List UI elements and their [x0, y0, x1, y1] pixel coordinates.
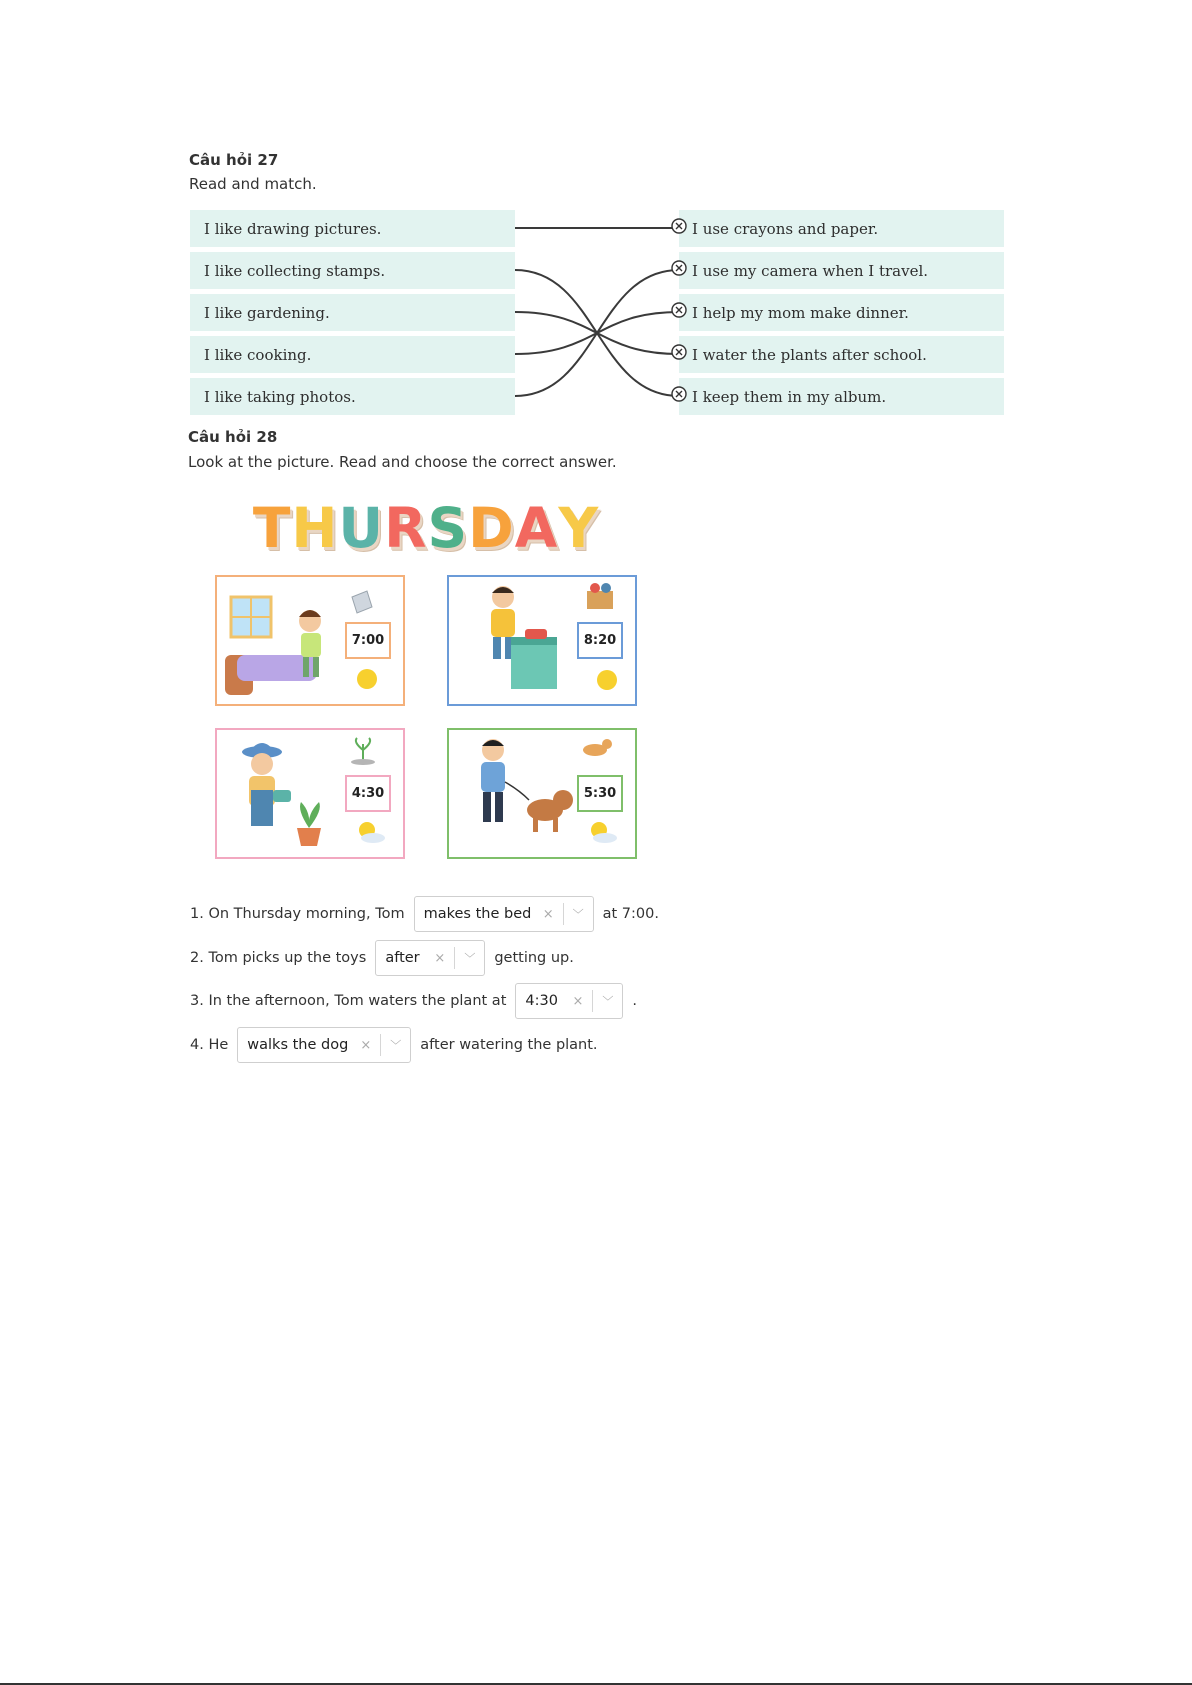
- match-right-label: I water the plants after school.: [692, 345, 927, 364]
- panel-walk-dog: [447, 728, 637, 859]
- remove-match-icon[interactable]: [672, 387, 686, 401]
- answer-select[interactable]: [414, 896, 594, 932]
- sentence-before: On Thursday morning, Tom: [208, 906, 405, 922]
- panel-water-plant: [215, 728, 405, 859]
- chevron-down-icon[interactable]: ﹀: [602, 995, 614, 1008]
- sentence-after: getting up.: [494, 950, 574, 966]
- remove-match-icon[interactable]: [672, 303, 686, 317]
- day-title-letter: S: [427, 496, 469, 560]
- sentence-3: [190, 983, 637, 1019]
- sentence-after: .: [632, 993, 637, 1009]
- time-label: 7:00: [345, 622, 391, 659]
- clear-icon[interactable]: ×: [572, 993, 584, 1009]
- sentence-before: He: [208, 1037, 229, 1053]
- match-line: [515, 270, 679, 396]
- match-left-label: I like collecting stamps.: [204, 261, 386, 280]
- panel-pick-toys: [447, 575, 637, 706]
- day-title-letter: H: [291, 496, 339, 560]
- sentence-after: after watering the plant.: [420, 1037, 598, 1053]
- answer-select[interactable]: [515, 983, 623, 1019]
- sentence-after: at 7:00.: [602, 906, 659, 922]
- sentence-number: 3.: [190, 993, 204, 1009]
- chevron-down-icon[interactable]: ﹀: [390, 1039, 402, 1052]
- time-label: 8:20: [577, 622, 623, 659]
- match-connections: [0, 0, 1192, 430]
- selected-value: 4:30: [525, 993, 558, 1009]
- q27-title: Câu hỏi 27: [189, 151, 279, 169]
- match-left-label: I like cooking.: [204, 345, 312, 364]
- sentence-before: Tom picks up the toys: [208, 950, 367, 966]
- match-left-label: I like gardening.: [204, 303, 330, 322]
- chevron-down-icon[interactable]: ﹀: [464, 952, 476, 965]
- match-right-label: I keep them in my album.: [692, 387, 887, 406]
- clear-icon[interactable]: ×: [434, 950, 446, 966]
- time-label: 4:30: [345, 775, 391, 812]
- sentence-2: [190, 940, 574, 976]
- q27-instruction: Read and match.: [189, 175, 317, 193]
- clear-icon[interactable]: ×: [360, 1037, 372, 1053]
- remove-match-icon[interactable]: [672, 345, 686, 359]
- selected-value: makes the bed: [423, 906, 532, 922]
- answer-select[interactable]: [375, 940, 485, 976]
- match-right-label: I help my mom make dinner.: [692, 303, 909, 322]
- answer-select[interactable]: [237, 1027, 411, 1063]
- match-right-label: I use my camera when I travel.: [692, 261, 929, 280]
- match-left-label: I like drawing pictures.: [204, 219, 382, 238]
- chevron-down-icon[interactable]: ﹀: [572, 908, 584, 921]
- day-title-letter: A: [514, 496, 559, 560]
- remove-match-icon[interactable]: [672, 261, 686, 275]
- sentence-4: [190, 1027, 598, 1063]
- sentence-before: In the afternoon, Tom waters the plant at: [208, 993, 507, 1009]
- sentence-number: 1.: [190, 906, 204, 922]
- day-title-letter: U: [338, 496, 385, 560]
- thursday-heading: [252, 496, 600, 560]
- day-title-letter: R: [384, 496, 428, 560]
- sentence-1: [190, 896, 659, 932]
- panel-make-bed: [215, 575, 405, 706]
- match-right-label: I use crayons and paper.: [692, 219, 879, 238]
- clear-icon[interactable]: ×: [542, 906, 554, 922]
- time-label: 5:30: [577, 775, 623, 812]
- selected-value: walks the dog: [247, 1037, 349, 1053]
- day-title-letter: D: [468, 496, 515, 560]
- sentence-number: 4.: [190, 1037, 204, 1053]
- q28-instruction: Look at the picture. Read and choose the correct answer.: [188, 453, 617, 471]
- day-title-letter: T: [252, 496, 292, 560]
- q28-title: Câu hỏi 28: [188, 428, 278, 446]
- match-left-label: I like taking photos.: [204, 387, 356, 406]
- day-title-letter: Y: [558, 496, 600, 560]
- sentence-number: 2.: [190, 950, 204, 966]
- remove-match-icon[interactable]: [672, 219, 686, 233]
- selected-value: after: [385, 950, 420, 966]
